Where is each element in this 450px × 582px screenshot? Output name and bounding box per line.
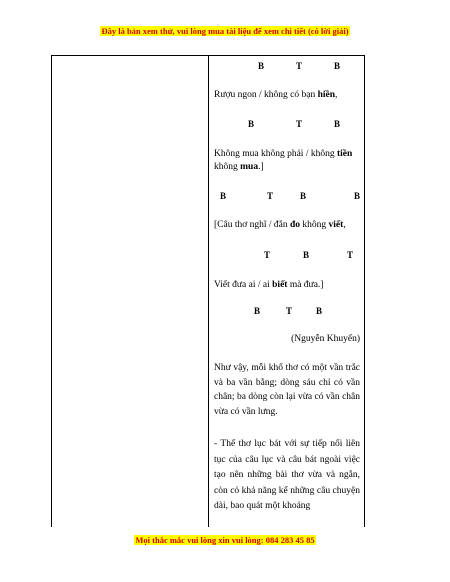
poem-line: Không mua không phải / không tiền bbox=[214, 149, 353, 159]
tone-mark: T bbox=[264, 250, 271, 260]
tone-mark: B bbox=[303, 250, 310, 260]
poem-line: [Câu thơ nghĩ / đắn đo không viết, bbox=[214, 220, 346, 230]
tone-mark: B bbox=[258, 61, 265, 71]
tone-mark: B bbox=[334, 119, 341, 129]
preview-notice-banner bbox=[0, 26, 450, 36]
tone-marks-row bbox=[214, 190, 360, 203]
tone-mark: T bbox=[286, 306, 293, 316]
column-divider bbox=[208, 56, 209, 527]
poem-line: Rượu ngon / không có bạn hiền, bbox=[214, 90, 338, 100]
tone-marks-row bbox=[214, 60, 360, 73]
contact-banner bbox=[0, 535, 450, 545]
tone-mark: T bbox=[296, 119, 303, 129]
poem-line: Viết đưa ai / ai biết mà đưa.] bbox=[214, 280, 324, 290]
tone-mark: B bbox=[354, 191, 361, 201]
body-paragraph: Như vậy, mỗi khổ thơ có một vần trắc và ba vần bằng; dòng sáu chỉ có vần chân; ba dòng còn lại vừa có vần chân vừa có vần lưng. bbox=[214, 363, 360, 417]
tone-mark: T bbox=[347, 250, 354, 260]
body-paragraph: - Thể thơ lục bát với sự tiếp nối liên tục của câu lục và câu bát ngoài việc tạo nên những bài thơ vừa và ngắn, còn có khả năng kể những câu chuyện dài, bao quát một khoảng bbox=[214, 439, 360, 511]
tone-marks-row bbox=[214, 305, 360, 318]
contact-text: Mọi thắc mắc vui lòng xin vui lòng: 084 283 45 85 bbox=[135, 535, 315, 545]
content-table bbox=[51, 55, 365, 527]
poem-author: (Nguyễn Khuyến) bbox=[291, 334, 360, 344]
tone-marks-row bbox=[214, 118, 360, 131]
tone-mark: T bbox=[296, 61, 303, 71]
tone-marks-row bbox=[214, 249, 360, 262]
poem-line-continued: không mua.] bbox=[214, 162, 264, 172]
tone-mark: B bbox=[220, 191, 227, 201]
preview-notice-text: Đây là bản xem thử, vui lòng mua tài liệu để xem chi tiết (có lời giải) bbox=[101, 26, 349, 36]
tone-mark: B bbox=[316, 306, 323, 316]
tone-mark: B bbox=[300, 191, 307, 201]
tone-mark: B bbox=[334, 61, 341, 71]
tone-mark: T bbox=[267, 191, 274, 201]
tone-mark: B bbox=[248, 119, 255, 129]
tone-mark: B bbox=[254, 306, 261, 316]
